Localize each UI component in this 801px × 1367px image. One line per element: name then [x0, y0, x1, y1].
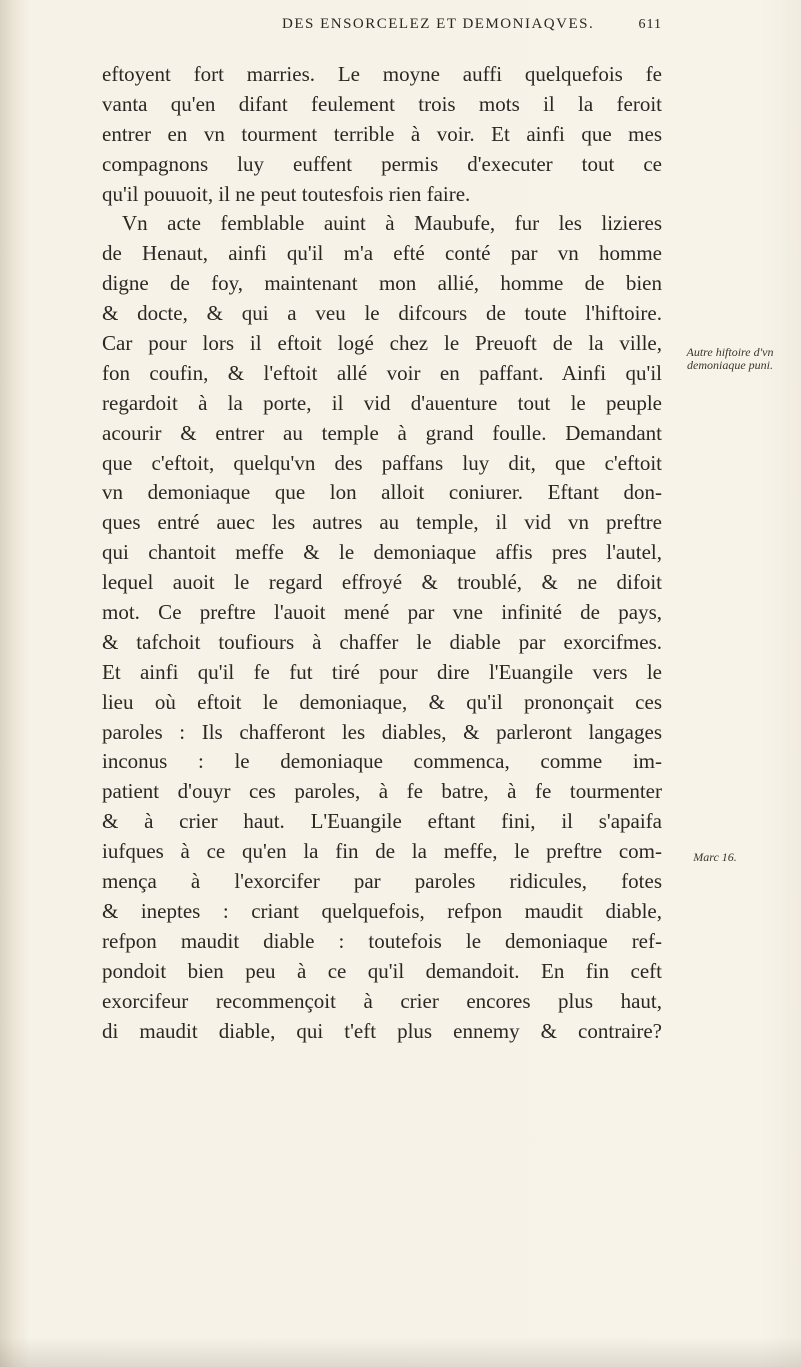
text-line: vn demoniaque que lon alloit coniurer. Eftant don-	[102, 480, 662, 505]
text-line: mot. Ce preftre l'auoit mené par vne infinité de pays,	[102, 600, 662, 625]
text-line: Car pour lors il eftoit logé chez le Preuoft de la ville,	[102, 331, 662, 356]
margin-note-mark-16: Marc 16.	[693, 850, 737, 864]
text-line: paroles : Ils chafferont les diables, & parleront langages	[102, 719, 662, 744]
text-line: & docte, & qui a veu le difcours de toute l'hiftoire.	[102, 301, 662, 326]
text-line: refpon maudit diable : toutefois le demoniaque ref-	[102, 928, 662, 953]
text-line: entrer en vn tourment terrible à voir. Et ainfi que mes	[102, 121, 662, 146]
text-line: qui chantoit meffe & le demoniaque affis pres l'autel,	[102, 540, 662, 565]
text-line: iufques à ce qu'en la fin de la meffe, le preftre com-	[102, 839, 662, 864]
margin-note-demoniac-story: Autre hiftoire d'vn demoniaque puni.	[686, 345, 774, 372]
page-number: 611	[638, 17, 662, 32]
text-line: & ineptes : criant quelquefois, refpon maudit diable,	[102, 898, 662, 923]
text-line: acourir & entrer au temple à grand foulle. Demandant	[102, 420, 662, 445]
text-line: ques entré auec les autres au temple, il vid vn preftre	[102, 510, 662, 535]
running-head: DES ENSORCELEZ ET DEMONIAQVES.	[282, 16, 595, 32]
text-line: & à crier haut. L'Euangile eftant fini, il s'apaifa	[102, 809, 662, 834]
text-line: eftoyent fort marries. Le moyne auffi quelquefois fe	[102, 62, 662, 86]
text-line: Vn acte femblable auint à Maubufe, fur les lizieres	[122, 211, 662, 236]
text-line: inconus : le demoniaque commenca, comme im-	[102, 749, 662, 774]
text-line: compagnons luy euffent permis d'executer tout ce	[102, 151, 662, 176]
text-line: fon coufin, & l'eftoit allé voir en paffant. Ainfi qu'il	[102, 360, 662, 385]
text-line: qu'il pouuoit, il ne peut toutesfois rien faire.	[102, 181, 471, 206]
text-line: & tafchoit toufiours à chaffer le diable par exorcifmes.	[102, 629, 662, 654]
text-line: vanta qu'en difant feulement trois mots il la feroit	[102, 91, 662, 116]
main-text-block	[102, 60, 662, 1046]
text-line: digne de foy, maintenant mon allié, homme de bien	[102, 271, 662, 296]
text-line: patient d'ouyr ces paroles, à fe batre, à fe tourmenter	[102, 779, 662, 804]
page-header	[102, 16, 662, 33]
text-line: Et ainfi qu'il fe fut tiré pour dire l'Euangile vers le	[102, 659, 662, 684]
page-bottom-shadow	[0, 1337, 801, 1367]
text-line: regardoit à la porte, il vid d'auenture tout le peuple	[102, 390, 662, 415]
text-line: mença à l'exorcifer par paroles ridicules, fotes	[102, 869, 662, 894]
text-line: lieu où eftoit le demoniaque, & qu'il prononçait ces	[102, 689, 662, 714]
text-line: pondoit bien peu à ce qu'il demandoit. En fin ceft	[102, 958, 662, 983]
text-line: exorcifeur recommençoit à crier encores plus haut,	[102, 988, 662, 1013]
text-line: de Henaut, ainfi qu'il m'a efté conté par vn homme	[102, 241, 662, 266]
text-line: di maudit diable, qui t'eft plus ennemy & contraire?	[102, 1018, 662, 1043]
text-line: que c'eftoit, quelqu'vn des paffans luy dit, que c'eftoit	[102, 450, 662, 475]
text-line: lequel auoit le regard effroyé & troublé, & ne difoit	[102, 570, 662, 595]
